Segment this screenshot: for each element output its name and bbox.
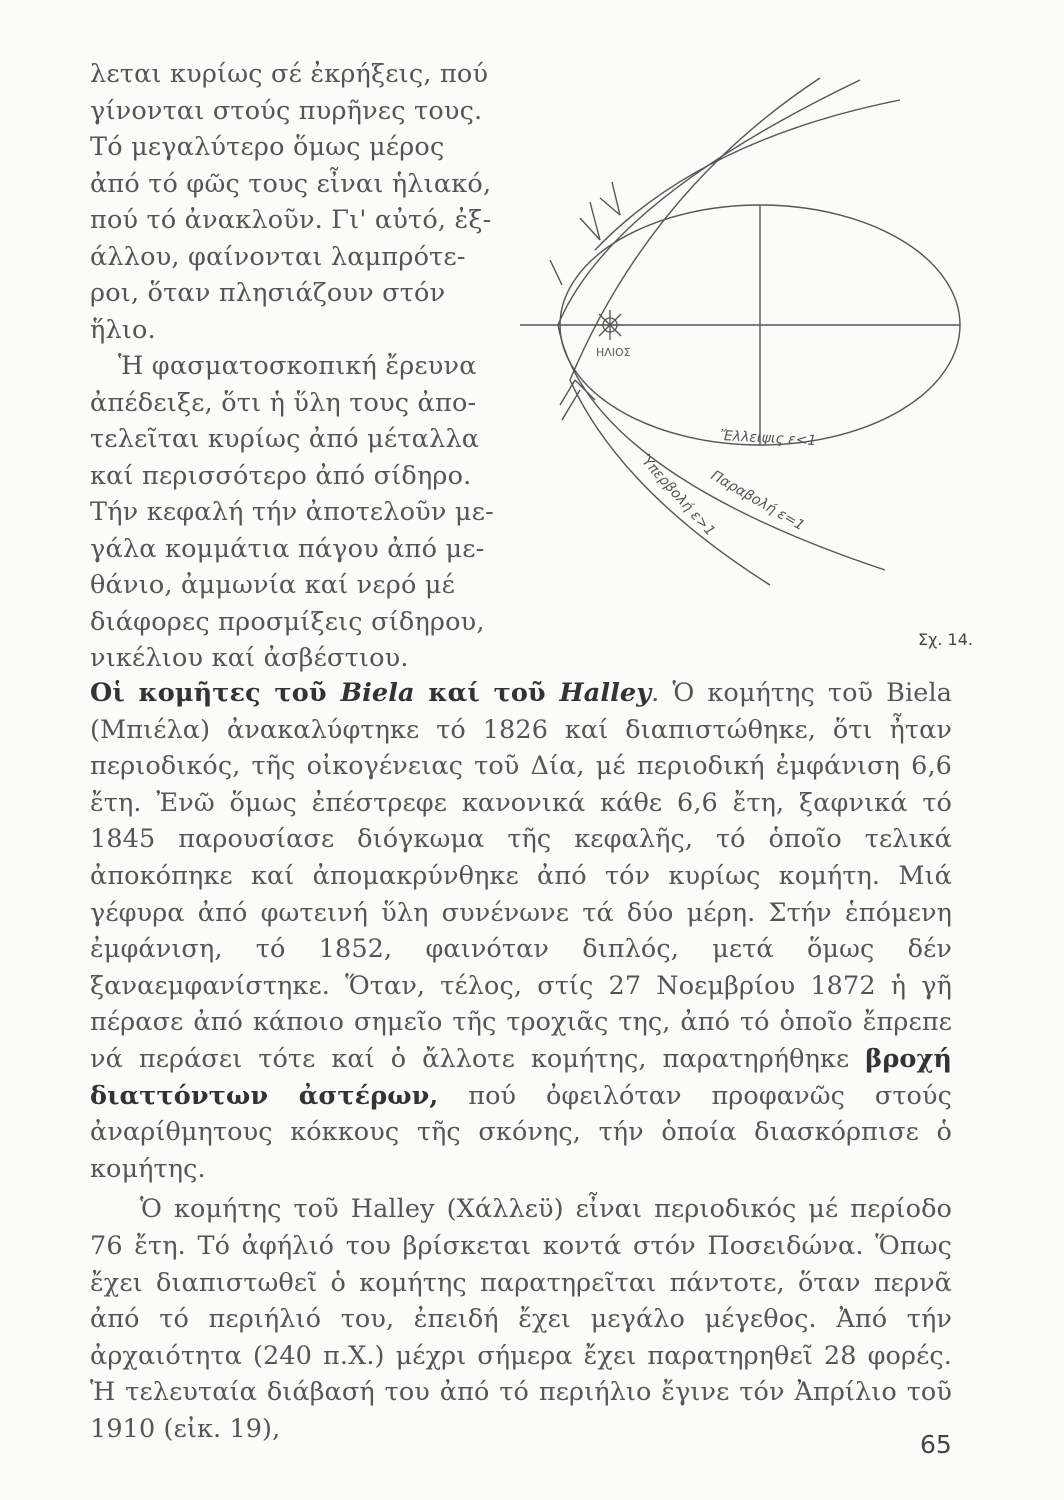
parabola-label: Παραβολή ε=1 xyxy=(708,467,808,535)
upper-arc xyxy=(595,100,900,250)
figure-caption: Σχ. 14. xyxy=(918,630,973,649)
text-line: τελεῖται κυρίως ἀπό μέταλλα xyxy=(90,424,480,454)
sun-label: ΗΛΙΟΣ xyxy=(596,346,631,359)
text-line: ἀπό τό φῶς τους εἶναι ἡλιακό, xyxy=(90,168,492,199)
paragraph-halley: Ὁ κομήτης τοῦ Halley (Χάλλεϋ) εἶναι περιοδικός μέ περίοδο 76 ἔτη. Τό ἀφήλιό του βρίσκεται κοντά στόν Ποσειδώνα. Ὅπως ἔχει διαπιστωθεῖ ὁ κομήτης παρατηρεῖται πάντοτε, ὅταν περνᾶ ἀπό τό περιήλιό του, ἐπειδή ἔχει μεγάλο μέγεθος. Ἀπό τήν ἀρχαιότητα (240 π.Χ.) μέχρι σήμερα ἔχει παρατηρηθεῖ 28 φορές. Ἡ τελευταία διάβασή του ἀπό τό περιήλιο ἔγινε τόν Ἀπρίλιο τοῦ 1910 (εἰκ. 19), xyxy=(90,1194,952,1444)
sun-icon xyxy=(595,310,625,340)
ellipse-label: Ἔλλειψις ε<1 xyxy=(719,428,817,450)
text-line: διάφορες προσμίξεις σίδηρου, xyxy=(90,606,485,637)
text-line: άλλου, φαίνονται λαμπρότε- xyxy=(90,241,466,272)
text-line: καί περισσότερο ἀπό σίδηρο. xyxy=(90,460,472,491)
paragraph-comet-brightness xyxy=(90,56,490,348)
heading-part: καί τοῦ xyxy=(428,678,546,708)
tail-mark xyxy=(560,380,595,420)
main-text xyxy=(90,675,952,1447)
tail-mark xyxy=(550,182,620,285)
text-line: ἀπέδειξε, ὅτι ἡ ὕλη τους ἀπο- xyxy=(90,387,477,418)
heading-end: . xyxy=(651,678,660,708)
page-number: 65 xyxy=(920,1430,952,1459)
text-line: Ἡ φασματοσκοπική ἔρευνα xyxy=(118,351,477,381)
heading-italic: Biela xyxy=(340,678,415,708)
text-line: λεται κυρίως σέ ἐκρήξεις, πού xyxy=(90,59,489,89)
heading-part: Οἱ κομῆτες τοῦ xyxy=(90,678,327,708)
text-line: πού τό ἀνακλοῦν. Γι' αὐτό, ἐξ- xyxy=(90,205,492,235)
bold-term: βροχή διαττόντων ἀστέρων, xyxy=(90,1043,952,1111)
text-line: Τό μεγαλύτερο ὅμως μέρος xyxy=(90,132,445,162)
text-line: γίνονται στούς πυρῆνες τους. xyxy=(90,95,483,126)
orbit-diagram xyxy=(500,60,980,660)
text-line: γάλα κομμάτια πάγου ἀπό με- xyxy=(90,533,485,564)
text-line: ἥλιο. xyxy=(90,314,156,345)
paragraph-spectroscopy xyxy=(90,348,494,677)
biela-text-end: πού ὀφειλόταν προφανῶς στούς ἀναρίθμητους κόκκους τῆς σκόνης, τήν ὁποία διασκόρπισε ὁ κομήτης. xyxy=(90,1080,952,1184)
text-line: νικέλιου καί ἀσβέστιου. xyxy=(90,643,409,673)
heading-italic: Halley xyxy=(559,678,652,708)
text-line: θάνιο, ἀμμωνία καί νερό μέ xyxy=(90,570,456,600)
text-line: Τήν κεφαλή τήν ἀποτελοῦν με- xyxy=(90,497,494,527)
biela-text: Ὁ κομήτης τοῦ Biela (Μπιέλα) ἀνακαλύφτηκε τό 1826 καί διαπιστώθηκε, ὅτι ἦταν περιοδικός, τῆς οἰκογένειας τοῦ Δία, μέ περιοδική ἐμφάνιση 6,6 ἔτη. Ἐνῶ ὅμως ἐπέστρεφε κανονικά κάθε 6,6 ἔτη, ξαφνικά τό 1845 παρουσίασε διόγκωμα τῆς κεφαλῆς, τό ὁποῖο τελικά ἀποκόπηκε καί ἀπομακρύνθηκε ἀπό τόν κυρίως κομήτη. Μιά γέφυρα ἀπό φωτεινή ὕλη συνένωνε τά δύο μέρη. Στήν ἑπόμενη ἐμφάνιση, τό 1852, φαινόταν διπλός, μετά ὅμως δέν ξαναεμφανίστηκε. Ὅταν, τέλος, στίς 27 Νοεμβρίου 1872 ἡ γῆ πέρασε ἀπό κάποιο σημεῖο τῆς τροχιᾶς της, ἀπό τό ὁποῖο ἔπρεπε νά περάσει τότε καί ὁ ἄλλοτε κομήτης, παρατηρήθηκε xyxy=(90,678,952,1074)
paragraph-biela xyxy=(90,675,952,1187)
left-column xyxy=(90,56,494,677)
text-line: ροι, ὅταν πλησιάζουν στόν xyxy=(90,278,446,308)
section-heading xyxy=(90,678,651,708)
hyperbola-label: Ὑπερβολή ε>1 xyxy=(637,451,718,540)
